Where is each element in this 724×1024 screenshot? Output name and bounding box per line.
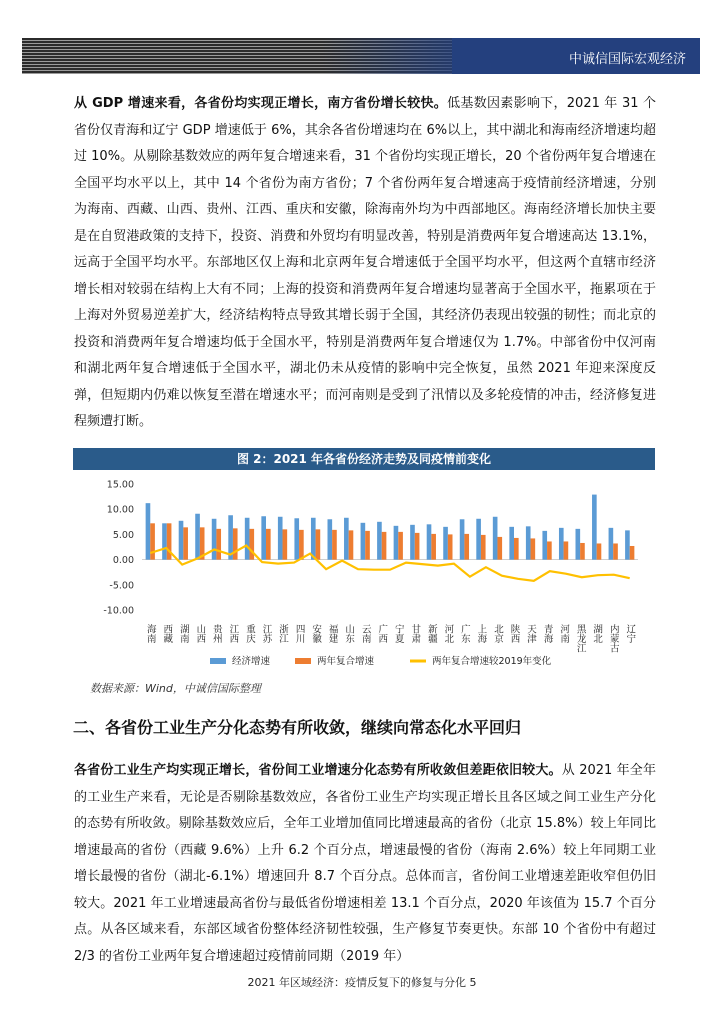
- header-title: 中诚信国际宏观经济: [568, 52, 686, 67]
- legend-swatch-1: [295, 658, 311, 664]
- y-tick-label: -10.00: [103, 605, 134, 617]
- bar-growth-13: [361, 523, 366, 560]
- bar-two-year-15: [398, 532, 403, 560]
- bar-two-year-2: [183, 527, 188, 559]
- y-tick-label: 15.00: [106, 479, 134, 491]
- bar-growth-2: [179, 521, 184, 560]
- y-tick-label: 10.00: [106, 504, 134, 516]
- bar-growth-4: [212, 519, 217, 560]
- bar-growth-16: [410, 525, 415, 560]
- page-footer: 2021 年区域经济：疫情反复下的修复与分化 5: [247, 976, 477, 989]
- x-category-label: 内蒙古: [607, 624, 619, 653]
- x-category-label: 新疆: [425, 624, 437, 643]
- bar-two-year-14: [382, 532, 387, 560]
- x-category-label: 江西: [227, 624, 239, 643]
- bar-two-year-19: [464, 534, 469, 560]
- bar-two-year-8: [283, 529, 288, 559]
- bar-two-year-25: [564, 541, 569, 559]
- bar-growth-22: [509, 527, 514, 560]
- y-tick-label: 5.00: [112, 529, 134, 541]
- section-title: 二、各省份工业生产分化态势有所收敛，继续向常态化水平回归: [73, 718, 522, 737]
- bar-two-year-4: [216, 529, 221, 560]
- bar-growth-10: [311, 518, 316, 560]
- bar-two-year-10: [316, 529, 321, 559]
- y-tick-label: 0.00: [112, 555, 134, 567]
- x-category-label: 辽宁: [624, 624, 636, 643]
- header-bar: [22, 38, 700, 74]
- x-category-label: 天津: [525, 624, 537, 643]
- x-category-label: 安徽: [310, 624, 322, 643]
- bar-two-year-17: [431, 534, 436, 560]
- x-category-label: 北京: [491, 624, 503, 643]
- bar-growth-23: [526, 526, 531, 559]
- bar-growth-24: [542, 531, 547, 560]
- x-category-label: 四川: [293, 624, 305, 643]
- x-category-label: 云南: [359, 624, 371, 643]
- bar-two-year-20: [481, 535, 486, 560]
- bar-two-year-18: [448, 534, 453, 559]
- x-category-label: 山东: [343, 624, 355, 643]
- x-category-label: 青海: [541, 624, 553, 643]
- bar-two-year-29: [630, 546, 635, 560]
- x-category-label: 湖北: [591, 624, 603, 643]
- x-category-label: 陕西: [508, 624, 520, 643]
- bar-growth-12: [344, 518, 349, 560]
- bar-two-year-24: [547, 541, 552, 559]
- bar-growth-25: [559, 528, 564, 560]
- x-category-label: 宁夏: [392, 624, 404, 643]
- bar-two-year-23: [531, 538, 536, 559]
- figure-title: 图 2：2021 年各省份经济走势及同疫情前变化: [73, 448, 655, 470]
- legend-label-0: 经济增速: [232, 656, 271, 667]
- line-series-change-vs-2019: [150, 546, 629, 581]
- paragraph-gdp-body: 低基数因素影响下，2021 年 31 个省份仅青海和辽宁 GDP 增速低于 6%，其余各省份增速均在 6%以上，其中湖北和海南经济增速均超过 10%。从剔除基数效应的两年复合增速来看，31 个省份均实现正增长，20 个省份两年复合增速在全国平均水平以上，其中 14 个省份为南方省份；7 个省份两年复合增速高于疫情前经济增速，分别为海南、西藏、山西、贵州、江西、重庆和安徽，除海南外均为中西部地区。海南经济增长加快主要是在自贸港政策的支持下，投资、消费和外贸均有明显改善，特别是消费两年复合增速高达 13.1%，远高于全国平均水平。东部地区仅上海和北京两年复合增速低于全国平均水平，但这两个直辖市经济增长相对较弱在结构上大有不同；上海的投资和消费两年复合增速均显著高于全国水平，拖累项在于上海对外贸易逆差扩大，经济结构特点导致其增长弱于全国，其经济仍表现出较强的韧性；而北京的投资和消费两年复合增速均低于全国水平，特别是消费两年复合增速仅为 1.7%。中部省份中仅河南和湖北两年复合增速低于全国水平，湖北仍未从疫情的影响中完全恢复，虽然 2021 年迎来深度反弹，但短期内仍难以恢复至潜在增速水平；而河南则是受到了汛情以及多轮疫情的冲击，经济修复进程频遭打断。: [74, 96, 656, 429]
- x-category-label: 海南: [144, 624, 156, 643]
- bar-two-year-27: [597, 543, 602, 559]
- legend-label-2: 两年复合增速较2019年变化: [432, 656, 552, 667]
- paragraph-gdp: [74, 91, 656, 436]
- bar-two-year-16: [415, 533, 420, 560]
- x-category-label: 贵州: [210, 624, 222, 643]
- bar-growth-29: [625, 530, 630, 559]
- bar-two-year-21: [497, 537, 502, 560]
- bar-growth-1: [162, 523, 167, 559]
- gdp-chart: [90, 474, 650, 679]
- legend-label-1: 两年复合增速: [317, 656, 375, 667]
- bar-growth-28: [609, 528, 614, 560]
- x-category-label: 山西: [194, 624, 206, 643]
- bar-growth-6: [245, 518, 250, 560]
- x-category-label: 重庆: [243, 624, 255, 643]
- x-category-label: 河南: [558, 624, 570, 643]
- bar-growth-3: [195, 514, 200, 560]
- bar-growth-7: [261, 516, 266, 559]
- bar-growth-17: [427, 524, 432, 559]
- bar-two-year-26: [580, 543, 585, 560]
- bar-two-year-7: [266, 529, 271, 560]
- bar-growth-0: [146, 503, 151, 559]
- bar-two-year-6: [249, 529, 254, 560]
- bar-two-year-5: [233, 528, 238, 559]
- bar-two-year-12: [349, 530, 354, 559]
- bar-growth-26: [576, 529, 581, 560]
- x-category-label: 甘肃: [409, 624, 421, 643]
- x-category-label: 广东: [458, 624, 470, 643]
- bar-two-year-0: [150, 523, 155, 559]
- paragraph-industry: [74, 758, 656, 970]
- bar-growth-11: [328, 519, 333, 559]
- x-category-label: 福建: [326, 624, 338, 643]
- data-source: 数据来源：Wind，中诚信国际整理: [90, 682, 261, 695]
- header-fade: [322, 38, 492, 74]
- legend-swatch-0: [210, 658, 226, 664]
- bar-two-year-11: [332, 530, 337, 560]
- bar-two-year-28: [613, 543, 618, 559]
- x-category-label: 西藏: [161, 624, 173, 643]
- paragraph-industry-body: 从 2021 年全年的工业生产来看，无论是否剔除基数效应，各省份工业生产均实现正增长且各区域之间工业生产分化的态势有所收敛。剔除基数效应后，全年工业增加值同比增速最高的省份（北京 15.8%）较上年同比增速最高的省份（西藏 9.6%）上升 6.2 个百分点，增速最慢的省份（海南 2.6%）较上年同期工业增长最慢的省份（湖北-6.1%）增速回升 8.7 个百分点。总体而言，省份间工业增速差距收窄但仍旧较大。2021 年工业增速最高省份与最低省份增速相差 13.1 个百分点，2020 年该值为 15.7 个百分点。从各区域来看，东部区域省份整体经济韧性较强，生产修复节奏更快。东部 10 个省份中有超过 2/3 的省份工业两年复合增速超过疫情前同期（2019 年）: [74, 763, 656, 964]
- y-tick-label: -5.00: [109, 580, 134, 592]
- bar-growth-20: [476, 519, 481, 560]
- x-category-label: 河北: [442, 624, 454, 643]
- x-category-label: 广西: [376, 624, 388, 643]
- bar-growth-19: [460, 519, 465, 559]
- bar-growth-18: [443, 527, 448, 560]
- bar-two-year-13: [365, 531, 370, 560]
- paragraph-gdp-lead: 从 GDP 增速来看，各省份均实现正增长，南方省份增长较快。: [74, 96, 448, 111]
- bar-growth-9: [294, 518, 299, 559]
- x-category-label: 江苏: [260, 624, 272, 643]
- x-category-label: 上海: [475, 624, 487, 643]
- bar-growth-15: [394, 526, 399, 560]
- bar-two-year-22: [514, 538, 519, 560]
- x-category-label: 黑龙江: [574, 624, 586, 653]
- bar-growth-27: [592, 495, 597, 560]
- x-category-label: 湖南: [177, 624, 189, 643]
- bar-growth-8: [278, 517, 283, 560]
- bar-two-year-9: [299, 530, 304, 560]
- bar-growth-14: [377, 522, 382, 560]
- paragraph-industry-lead: 各省份工业生产均实现正增长，省份间工业增速分化态势有所收敛但差距依旧较大。: [74, 763, 562, 778]
- x-category-label: 浙江: [277, 624, 289, 643]
- bar-growth-21: [493, 517, 498, 560]
